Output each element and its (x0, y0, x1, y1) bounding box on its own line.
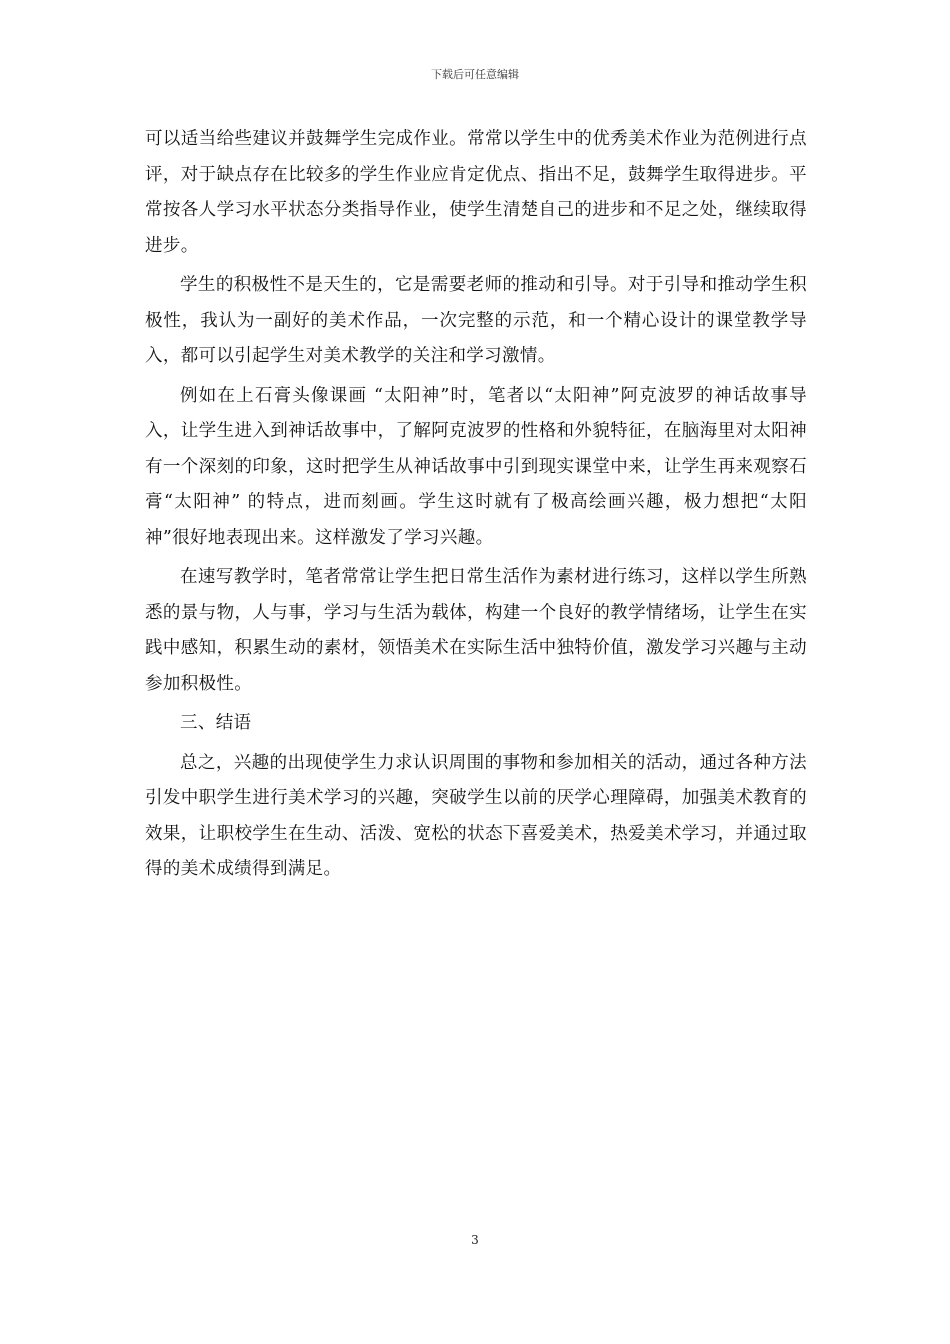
paragraph-motivation: 学生的积极性不是天生的，它是需要老师的推动和引导。对于引导和推动学生积极性，我认为一副好的美术作品，一次完整的示范，和一个精心设计的课堂教学导入，都可以引起学生对美术教学的关注和学习激情。 (145, 275, 807, 366)
body-content (145, 122, 807, 892)
section-heading-conclusion: 三、结语 (180, 713, 252, 733)
paragraph-continuation: 可以适当给些建议并鼓舞学生完成作业。常常以学生中的优秀美术作业为范例进行点评，对于缺点存在比较多的学生作业应肯定优点、指出不足，鼓舞学生取得进步。平常按各人学习水平状态分类指导作业，使学生清楚自己的进步和不足之处，继续取得进步。 (145, 129, 807, 256)
paragraph-sketch-teaching: 在速写教学时，笔者常常让学生把日常生活作为素材进行练习，这样以学生所熟悉的景与物，人与事，学习与生活为载体，构建一个良好的教学情绪场，让学生在实践中感知，积累生动的素材，领悟美术在实际生活中独特价值，激发学习兴趣与主动参加积极性。 (145, 567, 807, 694)
paragraph-example-apollo: 例如在上石膏头像课画 “太阳神”时，笔者以“太阳神”阿克波罗的神话故事导入，让学生进入到神话故事中，了解阿克波罗的性格和外貌特征，在脑海里对太阳神有一个深刻的印象，这时把学生从神话故事中引到现实课堂中来，让学生再来观察石膏“太阳神” 的特点，进而刻画。学生这时就有了极高绘画兴趣，极力想把“太阳神”很好地表现出来。这样激发了学习兴趣。 (145, 385, 807, 548)
page-number: 3 (471, 1233, 479, 1247)
page-header: 下载后可任意编辑 (431, 68, 519, 81)
paragraph-conclusion: 总之，兴趣的出现使学生力求认识周围的事物和参加相关的活动，通过各种方法引发中职学生进行美术学习的兴趣，突破学生以前的厌学心理障碍，加强美术教育的效果，让职校学生在生动、活泼、宽松的状态下喜爱美术，热爱美术学习，并通过取得的美术成绩得到满足。 (145, 752, 807, 879)
